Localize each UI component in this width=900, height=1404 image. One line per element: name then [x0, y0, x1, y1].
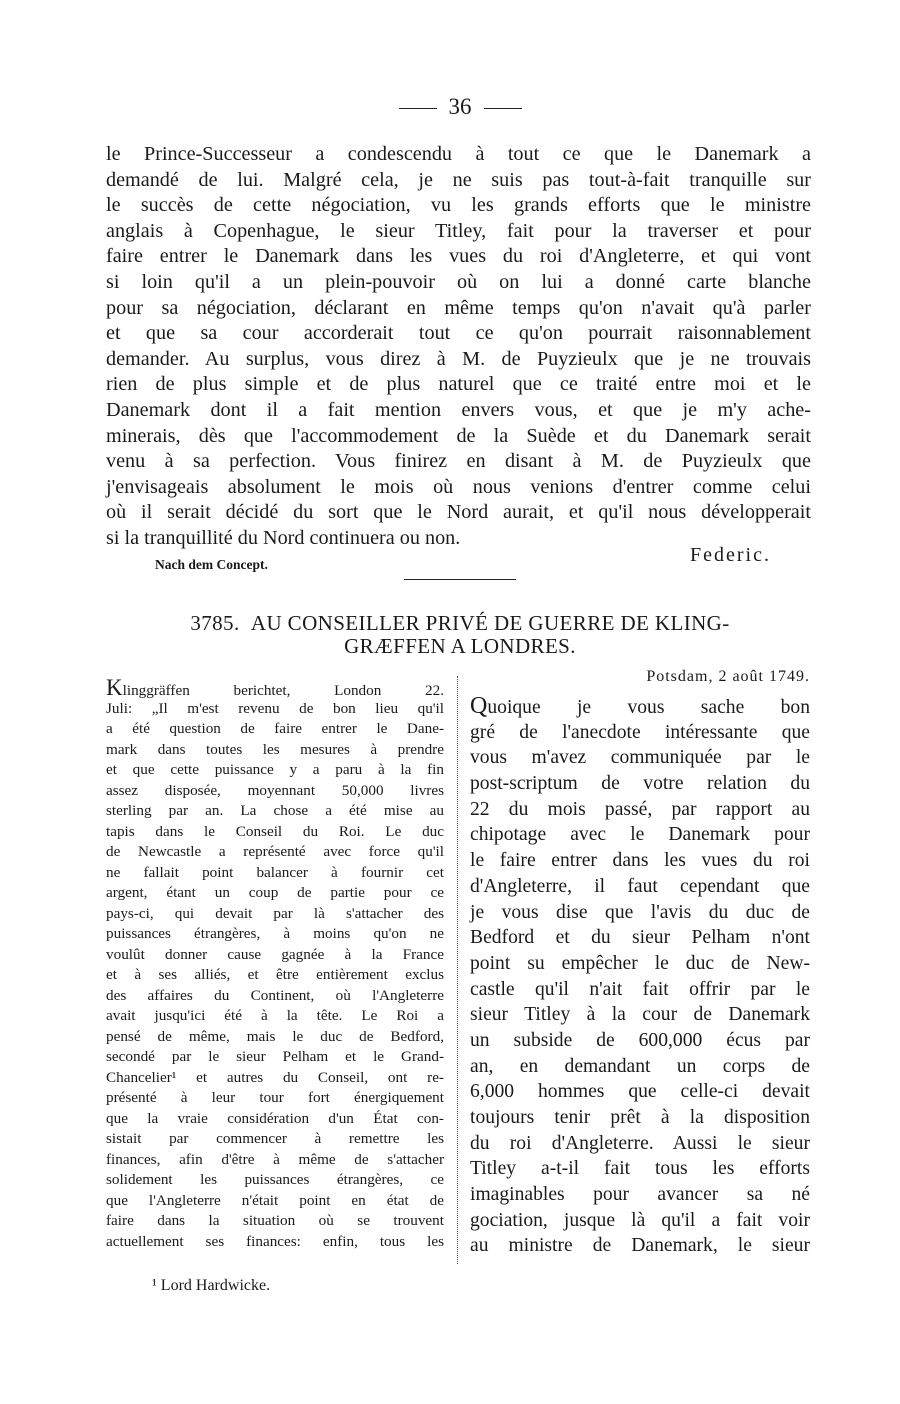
report-text-line: a été question de faire entrer le Dane-	[106, 720, 444, 737]
document-heading	[110, 612, 810, 658]
letter-text-line: point su empêcher le duc de New-	[470, 952, 810, 974]
report-text-line: puissances étrangères, à moins qu'on ne	[106, 925, 444, 942]
letter-text-line: d'Angleterre, il faut cependant que	[470, 875, 810, 897]
letter-text-line: au ministre de Danemark, le sieur	[470, 1235, 810, 1257]
letter-text-line: je vous dise que l'avis du duc de	[470, 901, 810, 923]
main-text-line: faire entrer le Danemark dans les vues du roi d'Angleterre, et qui vont	[106, 245, 811, 268]
report-text-line: avait jusqu'ici été à la tête. Le Roi a	[106, 1007, 444, 1024]
letter-text-line: le faire entrer dans les vues du roi	[470, 850, 810, 872]
page-number-dash-left	[399, 108, 437, 109]
letter-text-line: sieur Titley à la cour de Danemark	[470, 1004, 810, 1026]
report-text-line: secondé par le sieur Pelham et le Grand-	[106, 1048, 444, 1065]
main-text-line: anglais à Copenhague, le sieur Titley, fait pour la traverser et pour	[106, 219, 811, 242]
report-text-line: que la vraie considération d'un État con-	[106, 1109, 444, 1127]
letter-text-line: gré de l'anecdote intéressante que	[470, 721, 810, 743]
main-text-line: demandé de lui. Malgré cela, je ne suis pas tout-à-fait tranquille sur	[106, 168, 811, 191]
report-text-line: des affaires du Continent, où l'Angleterre	[106, 986, 444, 1004]
report-text-line: présenté à leur tour fort énergiquement	[106, 1089, 444, 1106]
report-text-line: pensé de même, mais le duc de Bedford,	[106, 1027, 444, 1045]
report-text-line: finances, afin d'être à même de s'attacher	[106, 1150, 444, 1168]
heading-line-1: AU CONSEILLER PRIVÉ DE GUERRE DE KLING-	[250, 611, 730, 635]
report-text-line: pays-ci, qui devait par là s'attacher des	[106, 904, 444, 922]
letter-text-line: Bedford et du sieur Pelham n'ont	[470, 927, 810, 949]
heading-line-2: GRÆFFEN A LONDRES.	[344, 634, 576, 658]
main-text-line: demander. Au surplus, vous direz à M. de Puyzieulx que je ne trouvais	[106, 347, 811, 370]
column-divider	[457, 676, 458, 1264]
letter-text-line: castle qu'il n'ait fait offrir par le	[470, 978, 810, 1000]
report-text-line: ne fallait point balancer à fournir cet	[106, 863, 444, 881]
letter-text-line: un subside de 600,000 écus par	[470, 1029, 810, 1051]
report-text-line: de Newcastle a représenté avec force qu'il	[106, 843, 444, 860]
report-summary-column	[106, 675, 444, 1252]
main-paragraph	[106, 142, 811, 552]
letter-text-line: 6,000 hommes que celle-ci devait	[470, 1081, 810, 1103]
source-note: Nach dem Concept.	[155, 557, 268, 572]
main-text-line: Danemark dont il a fait mention envers vous, et que je m'y ache-	[106, 398, 811, 421]
report-text-line: actuellement ses finances: enfin, tous les	[106, 1232, 444, 1250]
letter-first-line	[470, 694, 810, 720]
letter-text-line: post-scriptum de votre relation du	[470, 773, 810, 795]
report-text-line: sterling par an. La chose a été mise au	[106, 802, 444, 819]
report-initial: K	[106, 675, 123, 700]
page-number	[0, 94, 900, 120]
report-text-line: voulût donner cause gagnée à la France	[106, 945, 444, 963]
report-text-line: faire dans la situation où se trouvent	[106, 1212, 444, 1229]
main-text-line: et que sa cour accorderait tout ce qu'on pourrait raisonnablement	[106, 322, 811, 345]
main-text-line: si loin qu'il a un plein-pouvoir où on lui a donné carte blanche	[106, 270, 811, 293]
letter-text-line: vous m'avez communiquée par le	[470, 747, 810, 769]
page-number-dash-right	[484, 108, 522, 109]
main-text-line: si la tranquillité du Nord continuera ou non.	[106, 526, 461, 549]
letter-initial: Q	[470, 693, 488, 719]
main-text-line: où il serait décidé du sort que le Nord aurait, et qu'il nous développerait	[106, 501, 811, 524]
report-text-line: argent, étant un coup de partie pour ce	[106, 884, 444, 901]
signature: Federic.	[690, 544, 771, 566]
report-first-line-text: linggräffen berichtet, London 22.	[122, 682, 444, 699]
report-text-line: tapis dans le Conseil du Roi. Le duc	[106, 822, 444, 840]
main-text-line: pour sa négociation, déclarant en même temps qu'on n'avait qu'à parler	[106, 296, 811, 319]
letter-first-line-text: uoique je vous sache bon	[487, 697, 810, 718]
main-text-line: j'envisageais absolument le mois où nous venions d'entrer comme celui	[106, 475, 811, 498]
report-text-line: Chancelier¹ et autres du Conseil, ont re-	[106, 1068, 444, 1086]
page-number-text: 36	[448, 94, 472, 119]
letter-text-line: chipotage avec le Danemark pour	[470, 824, 810, 846]
footnote: ¹ Lord Hardwicke.	[152, 1277, 271, 1294]
report-text-line: et à ses alliés, et être entièrement exclus	[106, 966, 444, 983]
place-date: Potsdam, 2 août 1749.	[646, 668, 810, 685]
letter-text-line: toujours tenir prêt à la disposition	[470, 1107, 810, 1128]
letter-text-line: imaginables pour avancer sa né	[470, 1184, 810, 1206]
letter-text-line: gociation, jusque là qu'il a fait voir	[470, 1209, 810, 1231]
main-text-line: minerais, dès que l'accommodement de la Suède et du Danemark serait	[106, 424, 811, 447]
report-text-line: mark dans toutes les mesures à prendre	[106, 740, 444, 758]
main-text-line: rien de plus simple et de plus naturel que ce traité entre moi et le	[106, 373, 811, 396]
letter-column	[470, 694, 810, 1259]
report-first-line	[106, 675, 444, 700]
report-text-line: Juli: „Il m'est revenu de bon lieu qu'il	[106, 699, 444, 717]
section-divider-rule	[404, 579, 516, 580]
letter-text-line: du roi d'Angleterre. Aussi le sieur	[470, 1132, 810, 1154]
main-text-line: venu à sa perfection. Vous finirez en disant à M. de Puyzieulx que	[106, 450, 811, 473]
letter-text-line: 22 du mois passé, par rapport au	[470, 798, 810, 820]
main-text-line: le succès de cette négociation, vu les grands efforts que le ministre	[106, 194, 811, 217]
report-text-line: et que cette puissance y a paru à la fin	[106, 761, 444, 778]
report-text-line: que l'Angleterre n'était point en état de	[106, 1191, 444, 1209]
document-number: 3785.	[190, 611, 240, 635]
report-text-line: solidement les puissances étrangères, ce	[106, 1171, 444, 1188]
report-text-line: assez disposée, moyennant 50,000 livres	[106, 781, 444, 799]
report-text-line: sistait par commencer à remettre les	[106, 1130, 444, 1147]
letter-text-line: Titley a-t-il fait tous les efforts	[470, 1158, 810, 1180]
main-text-line: le Prince-Successeur a condescendu à tout ce que le Danemark a	[106, 143, 811, 165]
letter-text-line: an, en demandant un corps de	[470, 1055, 810, 1077]
